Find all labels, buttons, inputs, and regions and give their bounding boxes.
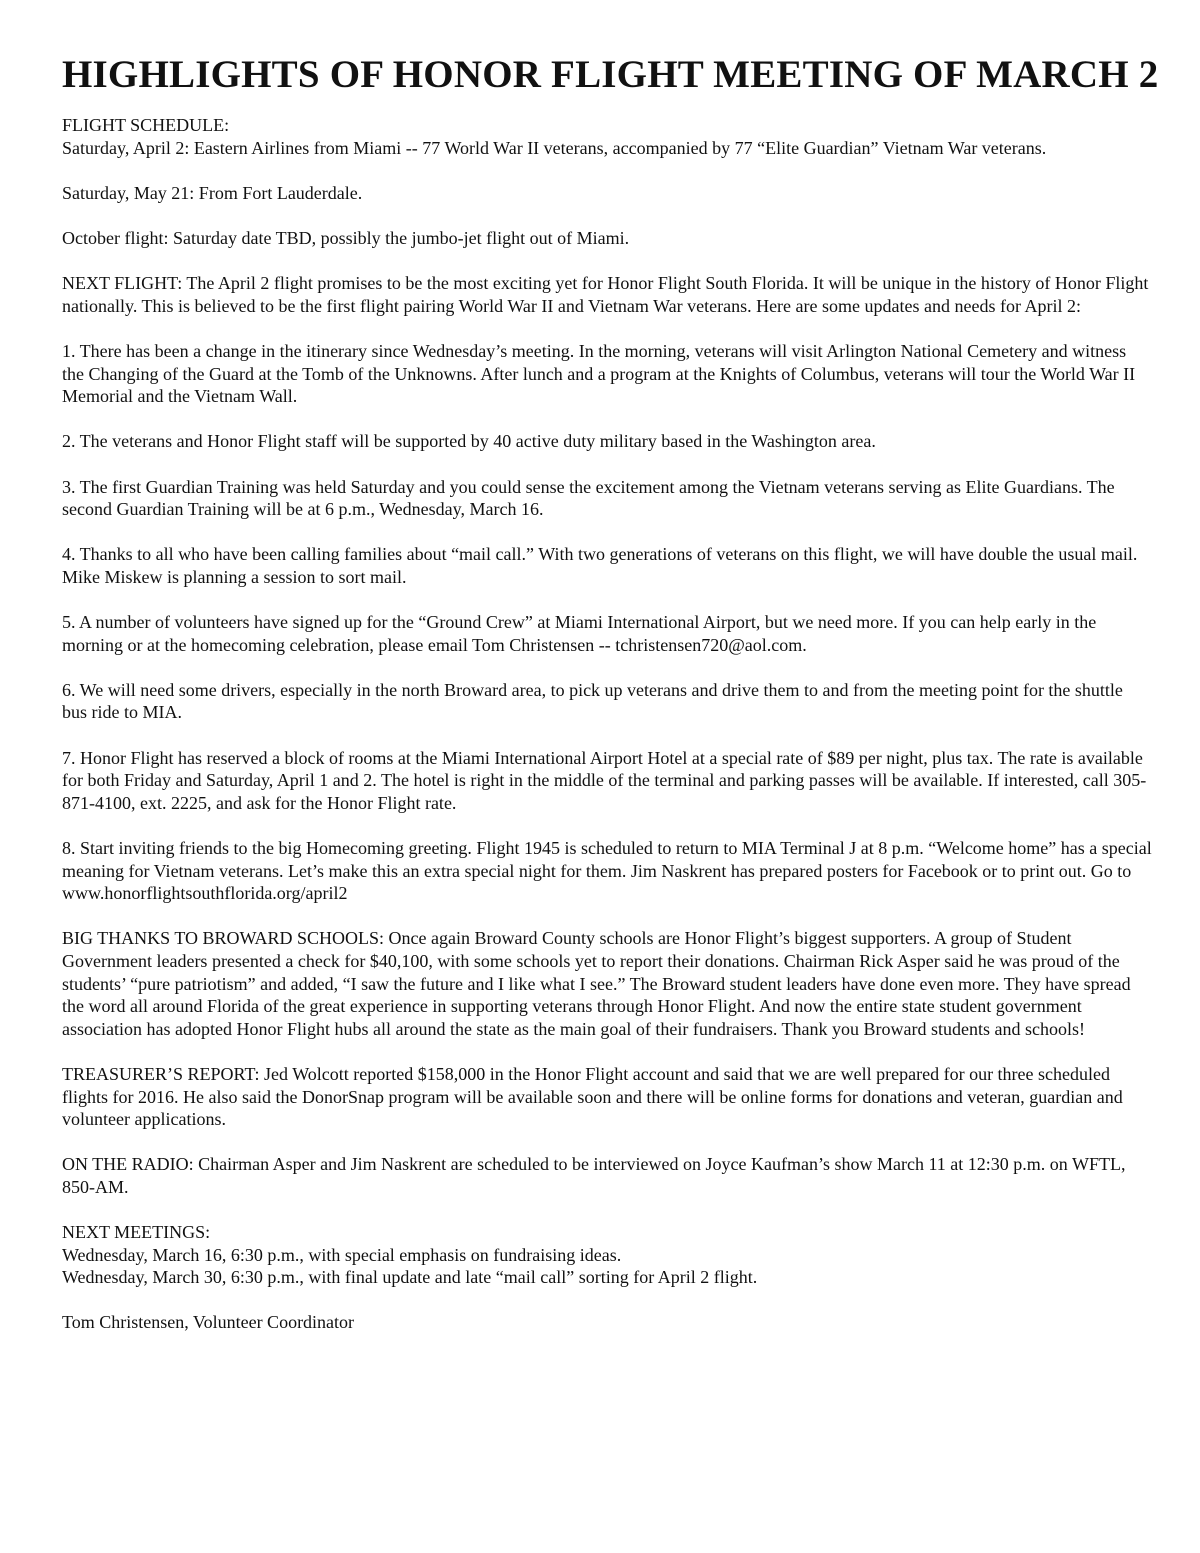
next-meeting-second: Wednesday, March 30, 6:30 p.m., with final update and late “mail call” sorting for April 2 flight.	[62, 1267, 758, 1288]
update-item-6: 6. We will need some drivers, especially in the north Broward area, to pick up veterans and drive them to and from the meeting point for the shuttle bus ride to MIA.	[62, 679, 1123, 723]
next-meetings-section	[62, 1221, 1152, 1289]
next-flight-paragraph: NEXT FLIGHT: The April 2 flight promises to be the most exciting yet for Honor Flight South Florida. It will be unique in the history of Honor Flight nationally. This is believed to be the first flight pairing World War II and Vietnam War veterans. Here are some updates and needs for April 2:	[62, 273, 1149, 316]
flight-schedule-october: October flight: Saturday date TBD, possibly the jumbo-jet flight out of Miami.	[62, 227, 630, 248]
flight-schedule-april: Saturday, April 2: Eastern Airlines from Miami -- 77 World War II veterans, accompanied by 77 “Elite Guardian” Vietnam War veterans.	[62, 137, 1047, 158]
flight-schedule-heading: FLIGHT SCHEDULE:	[62, 115, 230, 135]
treasurer-report-paragraph: TREASURER’S REPORT: Jed Wolcott reported $158,000 in the Honor Flight account and said that we are well prepared for our three scheduled flights for 2016. He also said the DonorSnap program will be available soon and there will be online forms for donations and veteran, guardian and volunteer applications.	[62, 1063, 1123, 1130]
next-meetings-heading: NEXT MEETINGS:	[62, 1222, 211, 1243]
flight-schedule-section	[62, 114, 1152, 159]
broward-schools-paragraph: BIG THANKS TO BROWARD SCHOOLS: Once again Broward County schools are Honor Flight’s biggest supporters. A group of Student Government leaders presented a check for $40,100, with some schools yet to report their donations. Chairman Rick Asper said he was proud of the students’ “pure patriotism” and added, “I saw the future and I like what I see.” The Broward student leaders have done even more. They have spread the word all around Florida of the great experience in supporting veterans through Honor Flight. And now the entire state student government association has adopted Honor Flight hubs all around the state as the main goal of their fundraisers. Thank you Broward students and schools!	[62, 928, 1131, 1039]
update-item-7: 7. Honor Flight has reserved a block of rooms at the Miami International Airport Hotel at a special rate of $89 per night, plus tax. The rate is available for both Friday and Saturday, April 1 and 2. The hotel is right in the middle of the terminal and parking passes will be available. If interested, call 305-871-4100, ext. 2225, and ask for the Honor Flight rate.	[62, 747, 1147, 813]
update-item-8: 8. Start inviting friends to the big Homecoming greeting. Flight 1945 is scheduled to return to MIA Terminal J at 8 p.m. “Welcome home” has a special meaning for Vietnam veterans. Let’s make this an extra special night for them. Jim Naskrent has prepared posters for Facebook or to print out. Go to www.honorflightsouthflorida.org/april2	[62, 838, 1152, 904]
flight-schedule-may: Saturday, May 21: From Fort Lauderdale.	[62, 182, 363, 203]
page-title: HIGHLIGHTS OF HONOR FLIGHT MEETING OF MARCH 2	[62, 53, 1159, 96]
update-item-1: 1. There has been a change in the itinerary since Wednesday’s meeting. In the morning, veterans will visit Arlington National Cemetery and witness the Changing of the Guard at the Tomb of the Unknowns. After lunch and a program at the Knights of Columbus, veterans will tour the World War II Memorial and the Vietnam Wall.	[62, 340, 1136, 407]
update-item-4: 4. Thanks to all who have been calling families about “mail call.” With two generations of veterans on this flight, we will have double the usual mail. Mike Miskew is planning a session to sort mail.	[62, 544, 1138, 587]
update-item-2: 2. The veterans and Honor Flight staff will be supported by 40 active duty military based in the Washington area.	[62, 431, 876, 452]
update-item-3: 3. The first Guardian Training was held Saturday and you could sense the excitement among the Vietnam veterans serving as Elite Guardians. The second Guardian Training will be at 6 p.m., Wednesday, March 16.	[62, 476, 1115, 520]
signature: Tom Christensen, Volunteer Coordinator	[62, 1312, 355, 1333]
next-meeting-first: Wednesday, March 16, 6:30 p.m., with special emphasis on fundraising ideas.	[62, 1244, 622, 1265]
update-item-5: 5. A number of volunteers have signed up for the “Ground Crew” at Miami International Airport, but we need more. If you can help early in the morning or at the homecoming celebration, please email Tom Christensen -- tchristensen720@aol.com.	[62, 612, 1097, 655]
radio-paragraph: ON THE RADIO: Chairman Asper and Jim Naskrent are scheduled to be interviewed on Joyce Kaufman’s show March 11 at 12:30 p.m. on WFTL, 850-AM.	[62, 1154, 1126, 1197]
document-body	[62, 114, 1152, 1334]
document-page	[62, 52, 1159, 1357]
